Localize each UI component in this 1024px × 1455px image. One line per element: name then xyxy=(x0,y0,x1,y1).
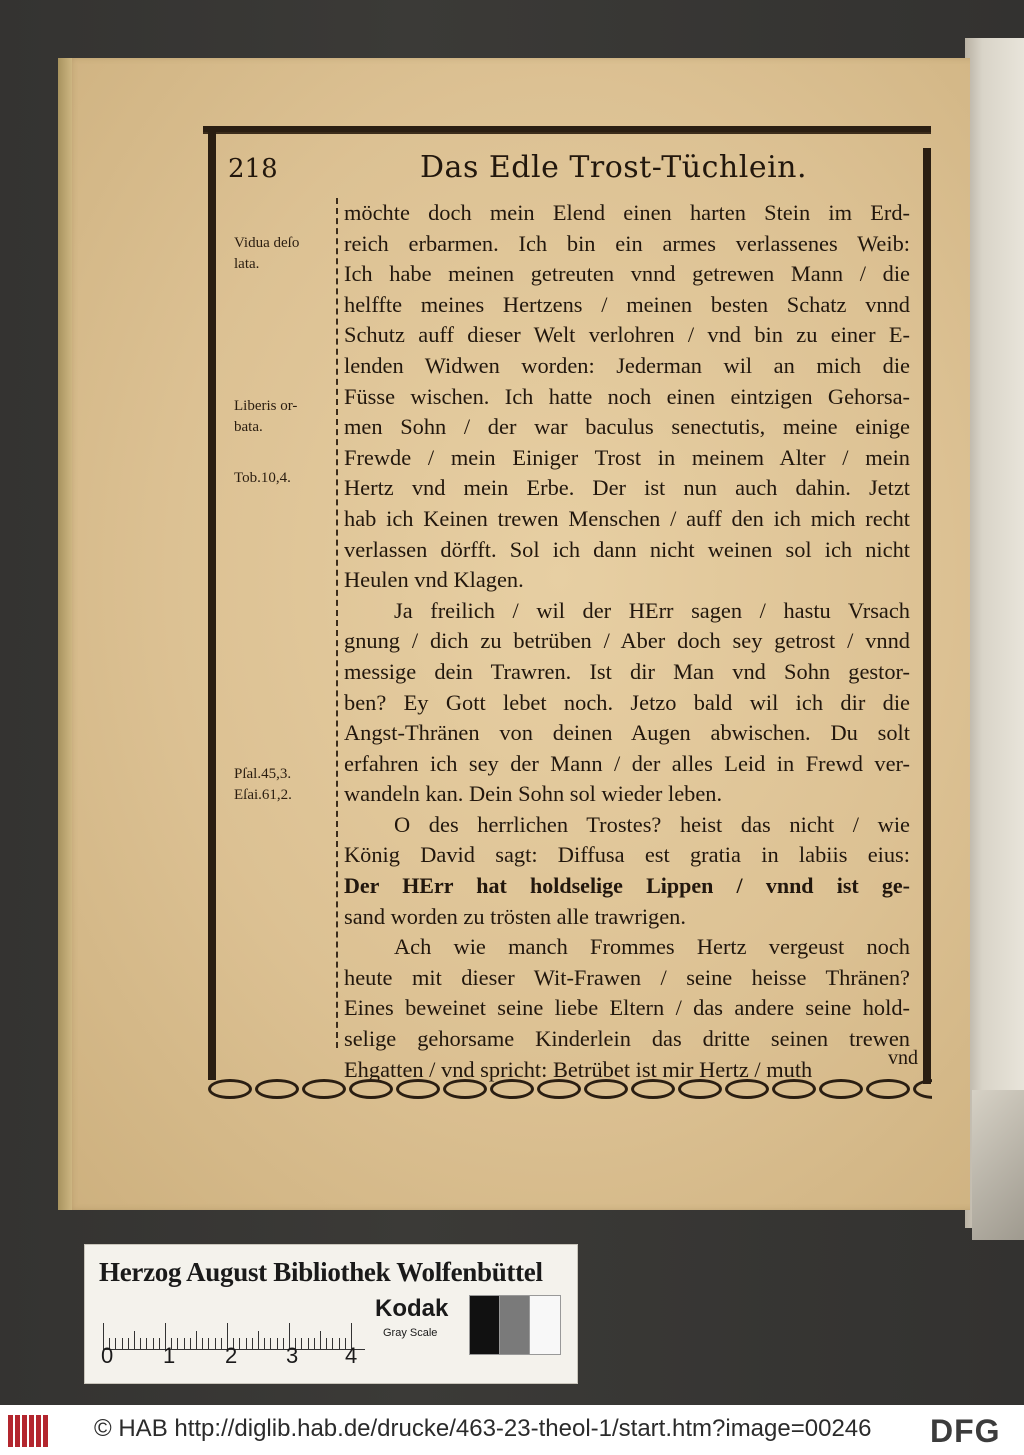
text-line: Füsse wischen. Ich hatte noch einen eintzigen Gehorsa- xyxy=(344,383,910,409)
marginal-note-line: Pſal.45,3. xyxy=(234,766,292,782)
dfg-logo: DFG xyxy=(930,1413,1001,1449)
ruler-tick xyxy=(308,1338,309,1349)
text-line: reich erbarmen. Ich bin ein armes verlassenes Weib: xyxy=(344,230,910,256)
ruler-tick xyxy=(134,1331,135,1349)
ornament-knot xyxy=(255,1079,299,1099)
ruler-tick xyxy=(159,1338,160,1349)
ruler-number: 0 xyxy=(101,1343,114,1368)
ruler-number: 3 xyxy=(286,1343,299,1368)
text-line: hab ich Keinen trewen Menschen / auff den ich mich recht xyxy=(344,505,910,531)
ornament-knot xyxy=(490,1079,534,1099)
ruler-tick xyxy=(326,1338,327,1349)
ruler-tick xyxy=(202,1338,203,1349)
ornament-knot xyxy=(725,1079,769,1099)
text-line: Schutz auff dieser Welt verlohren / vnd bin zu einer E- xyxy=(344,322,910,348)
text-line: gnung / dich zu betrüben / Aber doch sey getrost / vnnd xyxy=(344,628,910,654)
ornament-knot xyxy=(396,1079,440,1099)
library-name: Herzog August Bibliothek Wolfenbüttel xyxy=(99,1257,543,1287)
ruler-tick xyxy=(115,1338,116,1349)
page-frame-left-rule xyxy=(208,130,216,1080)
text-line: ben? Ey Gott lebet noch. Jetzo bald wil ich dir die xyxy=(344,689,910,715)
page-frame-top-rule xyxy=(203,126,931,134)
facing-page-corner xyxy=(972,1090,1024,1240)
marginal-note-vidua xyxy=(234,233,334,275)
ruler-tick xyxy=(128,1338,129,1349)
ruler-tick xyxy=(270,1338,271,1349)
ruler-tick xyxy=(153,1338,154,1349)
page-number: 218 xyxy=(228,154,278,184)
footer-bar xyxy=(0,1405,1024,1455)
text-line: erfahren ich sey der Mann / der alles Leid in Frewd ver- xyxy=(344,750,910,776)
marginal-note-liberis xyxy=(234,396,334,438)
text-line: Ach wie manch Frommes Hertz vergeust noch xyxy=(394,934,910,960)
ornament-knot xyxy=(584,1079,628,1099)
ornament-knot xyxy=(913,1079,932,1099)
text-line: Eines beweinet seine liebe Eltern / das andere seine hold- xyxy=(344,995,910,1021)
ruler-tick xyxy=(332,1338,333,1349)
ruler-number: 2 xyxy=(225,1343,238,1368)
ruler-tick xyxy=(190,1338,191,1349)
ruler-tick xyxy=(258,1331,259,1349)
text-line: Hertz vnd mein Erbe. Der ist nun auch dahin. Jetzt xyxy=(344,475,910,501)
ruler-tick xyxy=(221,1338,222,1349)
text-line: möchte doch mein Elend einen harten Stein im Erd- xyxy=(344,200,910,225)
text-line: wandeln kan. Dein Sohn sol wieder leben. xyxy=(344,781,723,807)
marginal-note-line: lata. xyxy=(234,256,260,272)
ruler-tick xyxy=(208,1338,209,1349)
ruler-tick xyxy=(264,1338,265,1349)
page-frame-right-rule xyxy=(923,148,931,1084)
hab-logo-icon xyxy=(8,1415,48,1447)
text-line: O des herrlichen Trostes? heist das nicht / wie xyxy=(394,811,910,837)
ornament-knot xyxy=(208,1079,252,1099)
marginal-note-line: Liberis or- xyxy=(234,398,298,414)
text-line: men Sohn / der war baculus senectutis, meine einige xyxy=(344,414,910,440)
ruler-tick xyxy=(283,1338,284,1349)
text-line: Ja freilich / wil der HErr sagen / hastu Vrsach xyxy=(394,597,910,623)
ornament-knot xyxy=(537,1079,581,1099)
marginal-note-line: Vidua deſo xyxy=(234,235,300,251)
ornament-knot xyxy=(819,1079,863,1099)
ruler-number: 4 xyxy=(345,1343,358,1368)
ornament-knot xyxy=(443,1079,487,1099)
gray-scale-label: Gray Scale xyxy=(383,1327,438,1339)
ruler-tick xyxy=(140,1338,141,1349)
ornament-knot xyxy=(631,1079,675,1099)
text-line: heute mit dieser Wit-Frawen / seine heisse Thränen? xyxy=(344,964,910,990)
ornamental-border-bottom xyxy=(208,1072,932,1106)
library-label-card xyxy=(84,1244,578,1384)
ruler-number: 1 xyxy=(163,1343,176,1368)
text-line: helffte meines Hertzens / meinen besten Schatz vnnd xyxy=(344,291,910,317)
kodak-brand: Kodak xyxy=(375,1295,449,1322)
ruler-tick xyxy=(314,1338,315,1349)
text-line: verlassen dörfft. Sol ich dann nicht weinen sol ich nicht xyxy=(344,536,910,562)
page-gutter xyxy=(58,58,72,1210)
catchword: vnd xyxy=(888,1047,918,1069)
ruler-tick xyxy=(177,1338,178,1349)
text-line: Angst-Thränen von deinen Augen abwischen. Du solt xyxy=(344,720,910,746)
marginal-note-line: bata. xyxy=(234,419,263,435)
marginal-note-line: Tob.10,4. xyxy=(234,470,291,486)
marginal-note-tobit xyxy=(234,468,334,489)
text-line: König David sagt: Diffusa est gratia in labiis eius: xyxy=(344,842,910,868)
text-line: Ehgatten / vnd spricht: Betrübet ist mir Hertz / muth xyxy=(344,1056,813,1082)
ruler-tick xyxy=(184,1338,185,1349)
ruler-tick xyxy=(239,1338,240,1349)
gray-swatch-black xyxy=(469,1295,501,1355)
text-line: messige dein Trawren. Ist dir Man vnd Sohn gestor- xyxy=(344,658,910,684)
copyright-url[interactable]: © HAB http://diglib.hab.de/drucke/463-23-theol-1/start.htm?image=00246 xyxy=(94,1415,872,1442)
ornament-knot xyxy=(302,1079,346,1099)
ruler-tick xyxy=(339,1338,340,1349)
gray-swatch-white xyxy=(529,1295,561,1355)
running-head: Das Edle Trost-Tüchlein. xyxy=(420,150,808,185)
margin-column-divider xyxy=(336,198,339,1048)
ruler-tick xyxy=(146,1338,147,1349)
ornament-knot xyxy=(866,1079,910,1099)
text-line: Frewde / mein Einiger Trost in meinem Alter / mein xyxy=(344,444,910,470)
text-line: Der HErr hat holdselige Lippen / vnnd ist ge- xyxy=(344,873,910,899)
ruler-tick xyxy=(122,1338,123,1349)
text-line: lenden Widwen worden: Jederman wil an mich die xyxy=(344,352,910,378)
body-text xyxy=(344,198,910,1085)
ornament-knot xyxy=(678,1079,722,1099)
text-line: Ich habe meinen getreuten vnnd getrewen Mann / die xyxy=(344,261,910,287)
gray-swatch-mid xyxy=(499,1295,531,1355)
ruler-tick xyxy=(320,1331,321,1349)
ruler-tick xyxy=(246,1338,247,1349)
ornament-knot xyxy=(349,1079,393,1099)
text-line: Heulen vnd Klagen. xyxy=(344,567,524,593)
ruler-tick xyxy=(301,1338,302,1349)
text-line: sand worden zu trösten alle trawrigen. xyxy=(344,903,686,929)
marginal-note-psalm xyxy=(234,764,334,806)
ruler-tick xyxy=(215,1338,216,1349)
ruler-tick xyxy=(196,1331,197,1349)
marginal-note-line: Eſai.61,2. xyxy=(234,787,292,803)
ornament-knot xyxy=(772,1079,816,1099)
facing-page-edge xyxy=(965,38,1024,1228)
ruler-tick xyxy=(277,1338,278,1349)
text-line: selige gehorsame Kinderlein das dritte seinen trewen xyxy=(344,1026,910,1052)
ruler-tick xyxy=(252,1338,253,1349)
